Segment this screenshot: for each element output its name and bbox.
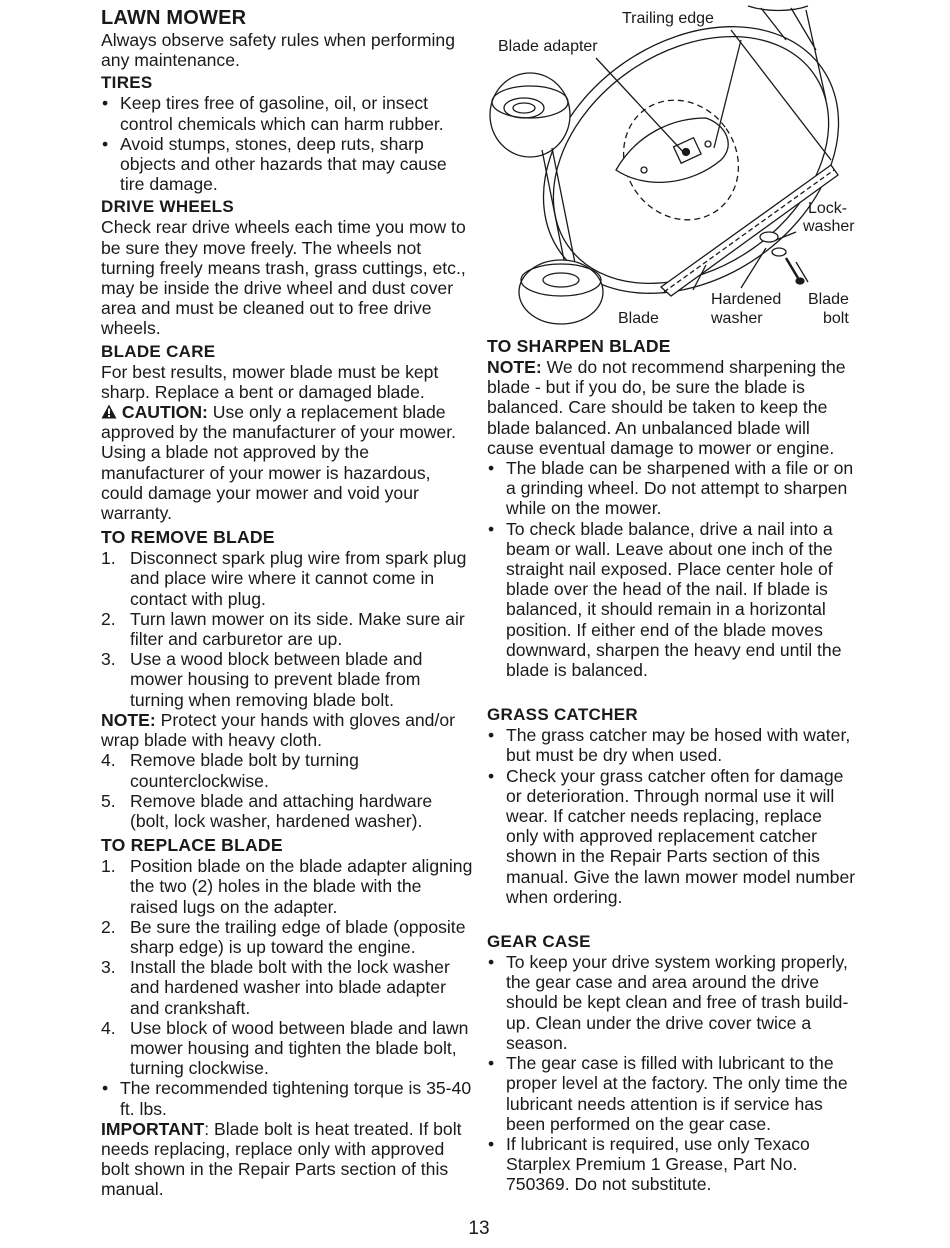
heading-grass-catcher: GRASS CATCHER: [487, 705, 638, 725]
sharpen-list: [487, 458, 859, 680]
list-item: 4. Remove blade bolt by turning counterclockwise.: [101, 750, 359, 791]
label-lock-washer-line1: Lock-: [808, 200, 848, 217]
important-paragraph: IMPORTANT: Blade bolt is heat treated. If bolt needs replacing, replace only with approved bolt shown in the Repair Parts section of this manual.: [101, 1118, 462, 1200]
torque-list: [101, 1078, 473, 1118]
section-title-lawn-mower: LAWN MOWER: [101, 7, 247, 29]
label-lock-washer-line2: washer: [803, 218, 855, 235]
heading-tires: TIRES: [101, 73, 153, 93]
blade-assembly-figure: [486, 0, 860, 332]
list-item: • If lubricant is required, use only Texaco Starplex Premium 1 Grease, Part No. 750369. Do not substitute.: [488, 1133, 810, 1195]
remove-steps: [101, 548, 473, 710]
note-label: NOTE:: [101, 709, 156, 730]
list-item: 2. Be sure the trailing edge of blade (opposite sharp edge) is up toward the engine.: [101, 916, 466, 957]
warning-triangle-icon: [101, 404, 117, 419]
list-item: • To keep your drive system working properly, the gear case and area around the drive should be kept clean and free of trash build-up. Clean under the drive cover twice a season.: [488, 952, 849, 1053]
list-item: • Check your grass catcher often for damage or deterioration. Through normal use it will wear. If catcher needs replacing, replace only with approved replacement catcher shown in the Repair Parts section of this manual. Give the lawn mower model number when ordering.: [488, 765, 856, 907]
sharpen-note: NOTE: We do not recommend sharpening the blade - but if you do, be sure the blade is balanced. Care should be taken to keep the blade balanced. An unbalanced blade will cause eventual damage to mower or engine.: [487, 357, 846, 458]
caution-text: Use only a replacement blade approved by the manufacturer of your mower. Using a blade not approved by the manufacturer of your mower is hazardous, could damage your mower and void your warranty.: [101, 402, 456, 524]
right-column: [487, 336, 859, 1195]
list-item: 4. Use block of wood between blade and lawn mower housing and tighten the blade bolt, turning clockwise.: [101, 1017, 469, 1079]
heading-sharpen-blade: TO SHARPEN BLADE: [487, 336, 671, 356]
label-blade-adapter: Blade adapter: [498, 38, 598, 55]
label-blade-bolt-line2: bolt: [823, 310, 849, 327]
caution-label: CAUTION:: [121, 402, 208, 423]
heading-gear-case: GEAR CASE: [487, 932, 591, 952]
replace-steps: [101, 856, 473, 1078]
list-item: • The recommended tightening torque is 35-40 ft. lbs.: [102, 1078, 472, 1119]
intro-text: Always observe safety rules when performing any maintenance.: [101, 30, 455, 71]
list-item: 2. Turn lawn mower on its side. Make sure air filter and carburetor are up.: [101, 608, 465, 650]
list-item: • The grass catcher may be hosed with water, but must be dry when used.: [488, 725, 851, 766]
label-hardened-washer-line2: washer: [711, 310, 763, 327]
list-item: 1. Position blade on the blade adapter aligning the two (2) holes in the blade with the raised lugs on the adapter.: [101, 856, 473, 917]
label-hardened-washer-line1: Hardened: [711, 291, 782, 308]
list-item: • Keep tires free of gasoline, oil, or insect control chemicals which can harm rubber.: [102, 93, 444, 134]
important-label: IMPORTANT: [101, 1118, 205, 1139]
remove-steps-continued: [101, 750, 473, 831]
heading-replace-blade: TO REPLACE BLADE: [101, 835, 283, 856]
page-number: 13: [468, 1218, 490, 1239]
label-blade: Blade: [618, 310, 659, 327]
drive-wheels-text: Check rear drive wheels each time you mow to be sure they move freely. The wheels not turning freely means trash, grass cuttings, etc., may be inside the drive wheel and dust cover area and must be cleaned out to free drive wheels.: [101, 217, 466, 339]
gear-case-list: [487, 952, 859, 1194]
heading-remove-blade: TO REMOVE BLADE: [101, 527, 275, 548]
left-column: [101, 6, 473, 1200]
list-item: • Avoid stumps, stones, deep ruts, sharp objects and other hazards that may cause tire damage.: [102, 133, 447, 195]
list-item: • To check blade balance, drive a nail into a beam or wall. Leave about one inch of the straight nail exposed. Place center hole of blade over the head of the nail. If blade is balanced, it should remain in a horizontal position. If either end of the blade moves downward, sharpen the heavy end until the blade is balanced.: [488, 518, 842, 681]
grass-catcher-list: [487, 725, 859, 907]
list-item: 3. Use a wood block between blade and mower housing to prevent blade from turning when removing blade bolt.: [101, 649, 423, 710]
label-trailing-edge: Trailing edge: [622, 10, 714, 27]
list-item: 5. Remove blade and attaching hardware (bolt, lock washer, hardened washer).: [101, 790, 433, 831]
blade-care-text: For best results, mower blade must be kept sharp. Replace a bent or damaged blade.: [101, 361, 439, 402]
list-item: 1. Disconnect spark plug wire from spark plug and place wire where it cannot come in contact with plug.: [101, 548, 467, 609]
heading-drive-wheels: DRIVE WHEELS: [101, 197, 235, 217]
heading-blade-care: BLADE CARE: [101, 341, 216, 361]
label-blade-bolt-line1: Blade: [808, 291, 849, 308]
tires-list: [101, 93, 473, 194]
note-label: NOTE:: [487, 357, 542, 377]
list-item: • The blade can be sharpened with a file or on a grinding wheel. Do not attempt to sharpen while on the mower.: [488, 458, 854, 519]
caution-paragraph: [101, 402, 473, 523]
list-item: 3. Install the blade bolt with the lock washer and hardened washer into blade adapter and crankshaft.: [101, 957, 450, 1018]
remove-note: NOTE: Protect your hands with gloves and/or wrap blade with heavy cloth.: [101, 709, 455, 751]
list-item: • The gear case is filled with lubricant to the proper level at the factory. The only time the lubricant needs attention is if service has been performed on the gear case.: [488, 1053, 848, 1134]
